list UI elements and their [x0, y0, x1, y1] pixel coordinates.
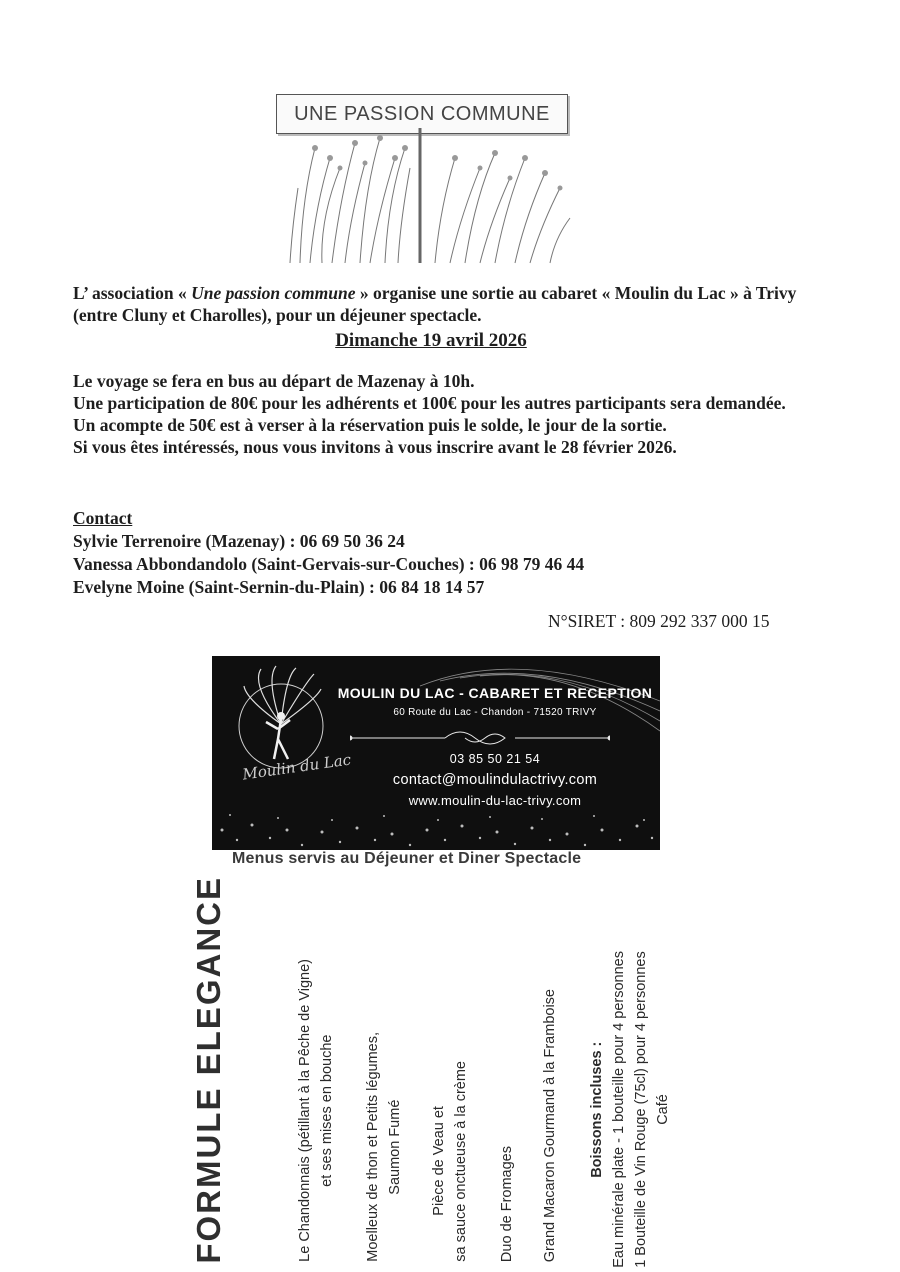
- menu-item: [539, 989, 561, 1262]
- glitter-decoration: [212, 790, 660, 850]
- cabaret-banner: [212, 656, 660, 850]
- intro-part1: L’ association «: [73, 283, 192, 303]
- contact-line: Vanessa Abbondandolo (Saint-Gervais-sur-Couches) : 06 98 79 46 44: [73, 554, 585, 574]
- association-name: Une passion commune: [191, 283, 356, 303]
- banner-address: 60 Route du Lac - Chandon - 71520 TRIVY: [393, 707, 597, 718]
- intro-part2: » organise une sortie au cabaret « Moulin du Lac » à Trivy (entre Cluny et Charolles), pour un déjeuner spectacle.: [73, 283, 797, 325]
- banner-phone: 03 85 50 21 54: [449, 752, 541, 766]
- banner-website: www.moulin-du-lac-trivy.com: [408, 793, 582, 808]
- drinks-line: Café: [655, 1094, 671, 1125]
- drinks-line: 1 Bouteille de Vin Rouge (75cl) pour 4 personnes: [633, 951, 649, 1268]
- drinks-line: Eau minérale plate - 1 bouteille pour 4 personnes: [611, 951, 627, 1268]
- event-date: Dimanche 19 avril 2026: [335, 330, 527, 351]
- menu-item-line: Le Chandonnais (pétillant à la Pêche de Vigne): [297, 959, 313, 1262]
- ornament-divider: [350, 726, 610, 750]
- banner-email: contact@moulindulactrivy.com: [392, 772, 598, 788]
- logo-sign: UNE PASSION COMMUNE: [276, 94, 568, 134]
- menu-item-line: Saumon Fumé: [387, 1099, 403, 1195]
- menu-item-line: Pièce de Veau et: [431, 1106, 447, 1217]
- contact-line: Evelyne Moine (Saint-Sernin-du-Plain) : 06 84 18 14 57: [73, 577, 485, 597]
- formula-title: FORMULE ELEGANCE: [190, 876, 227, 1264]
- contact-line: Sylvie Terrenoire (Mazenay) : 06 69 50 36 24: [73, 531, 405, 551]
- detail-line: Si vous êtes intéressés, nous vous invitons à vous inscrire avant le 28 février 2026.: [73, 437, 677, 457]
- intro-paragraph: [73, 282, 798, 326]
- trip-details: [73, 370, 798, 458]
- drinks-section: [586, 951, 674, 1268]
- menu-item-line: Grand Macaron Gourmand à la Framboise: [542, 988, 558, 1262]
- contact-title: Contact: [73, 508, 133, 528]
- menu-item: [496, 1146, 518, 1262]
- siret-number: N°SIRET : 809 292 337 000 15: [548, 611, 770, 631]
- menu-item: [294, 959, 338, 1262]
- grass-illustration: [270, 128, 580, 268]
- menu-item: [362, 1032, 406, 1262]
- detail-line: Un acompte de 50€ est à verser à la réservation puis le solde, le jour de la sortie.: [73, 415, 667, 435]
- menu-item: [428, 1061, 472, 1262]
- menu-item-line: Duo de Fromages: [499, 1145, 515, 1262]
- banner-title: MOULIN DU LAC - CABARET ET RECEPTION: [337, 685, 653, 701]
- detail-line: Le voyage se fera en bus au départ de Mazenay à 10h.: [73, 371, 475, 391]
- menu-item-line: Moelleux de thon et Petits légumes,: [365, 1032, 381, 1262]
- menu-item-line: et ses mises en bouche: [319, 1034, 335, 1187]
- association-logo: [270, 92, 580, 267]
- contact-section: [73, 507, 798, 599]
- drinks-title: Boissons incluses :: [589, 1041, 605, 1178]
- script-logo: Moulin du Lac: [241, 750, 353, 784]
- detail-line: Une participation de 80€ pour les adhérents et 100€ pour les autres participants sera demandée.: [73, 393, 786, 413]
- menus-title: Menus servis au Déjeuner et Diner Spectacle: [232, 850, 582, 867]
- menu-item-line: sa sauce onctueuse à la crème: [453, 1061, 469, 1262]
